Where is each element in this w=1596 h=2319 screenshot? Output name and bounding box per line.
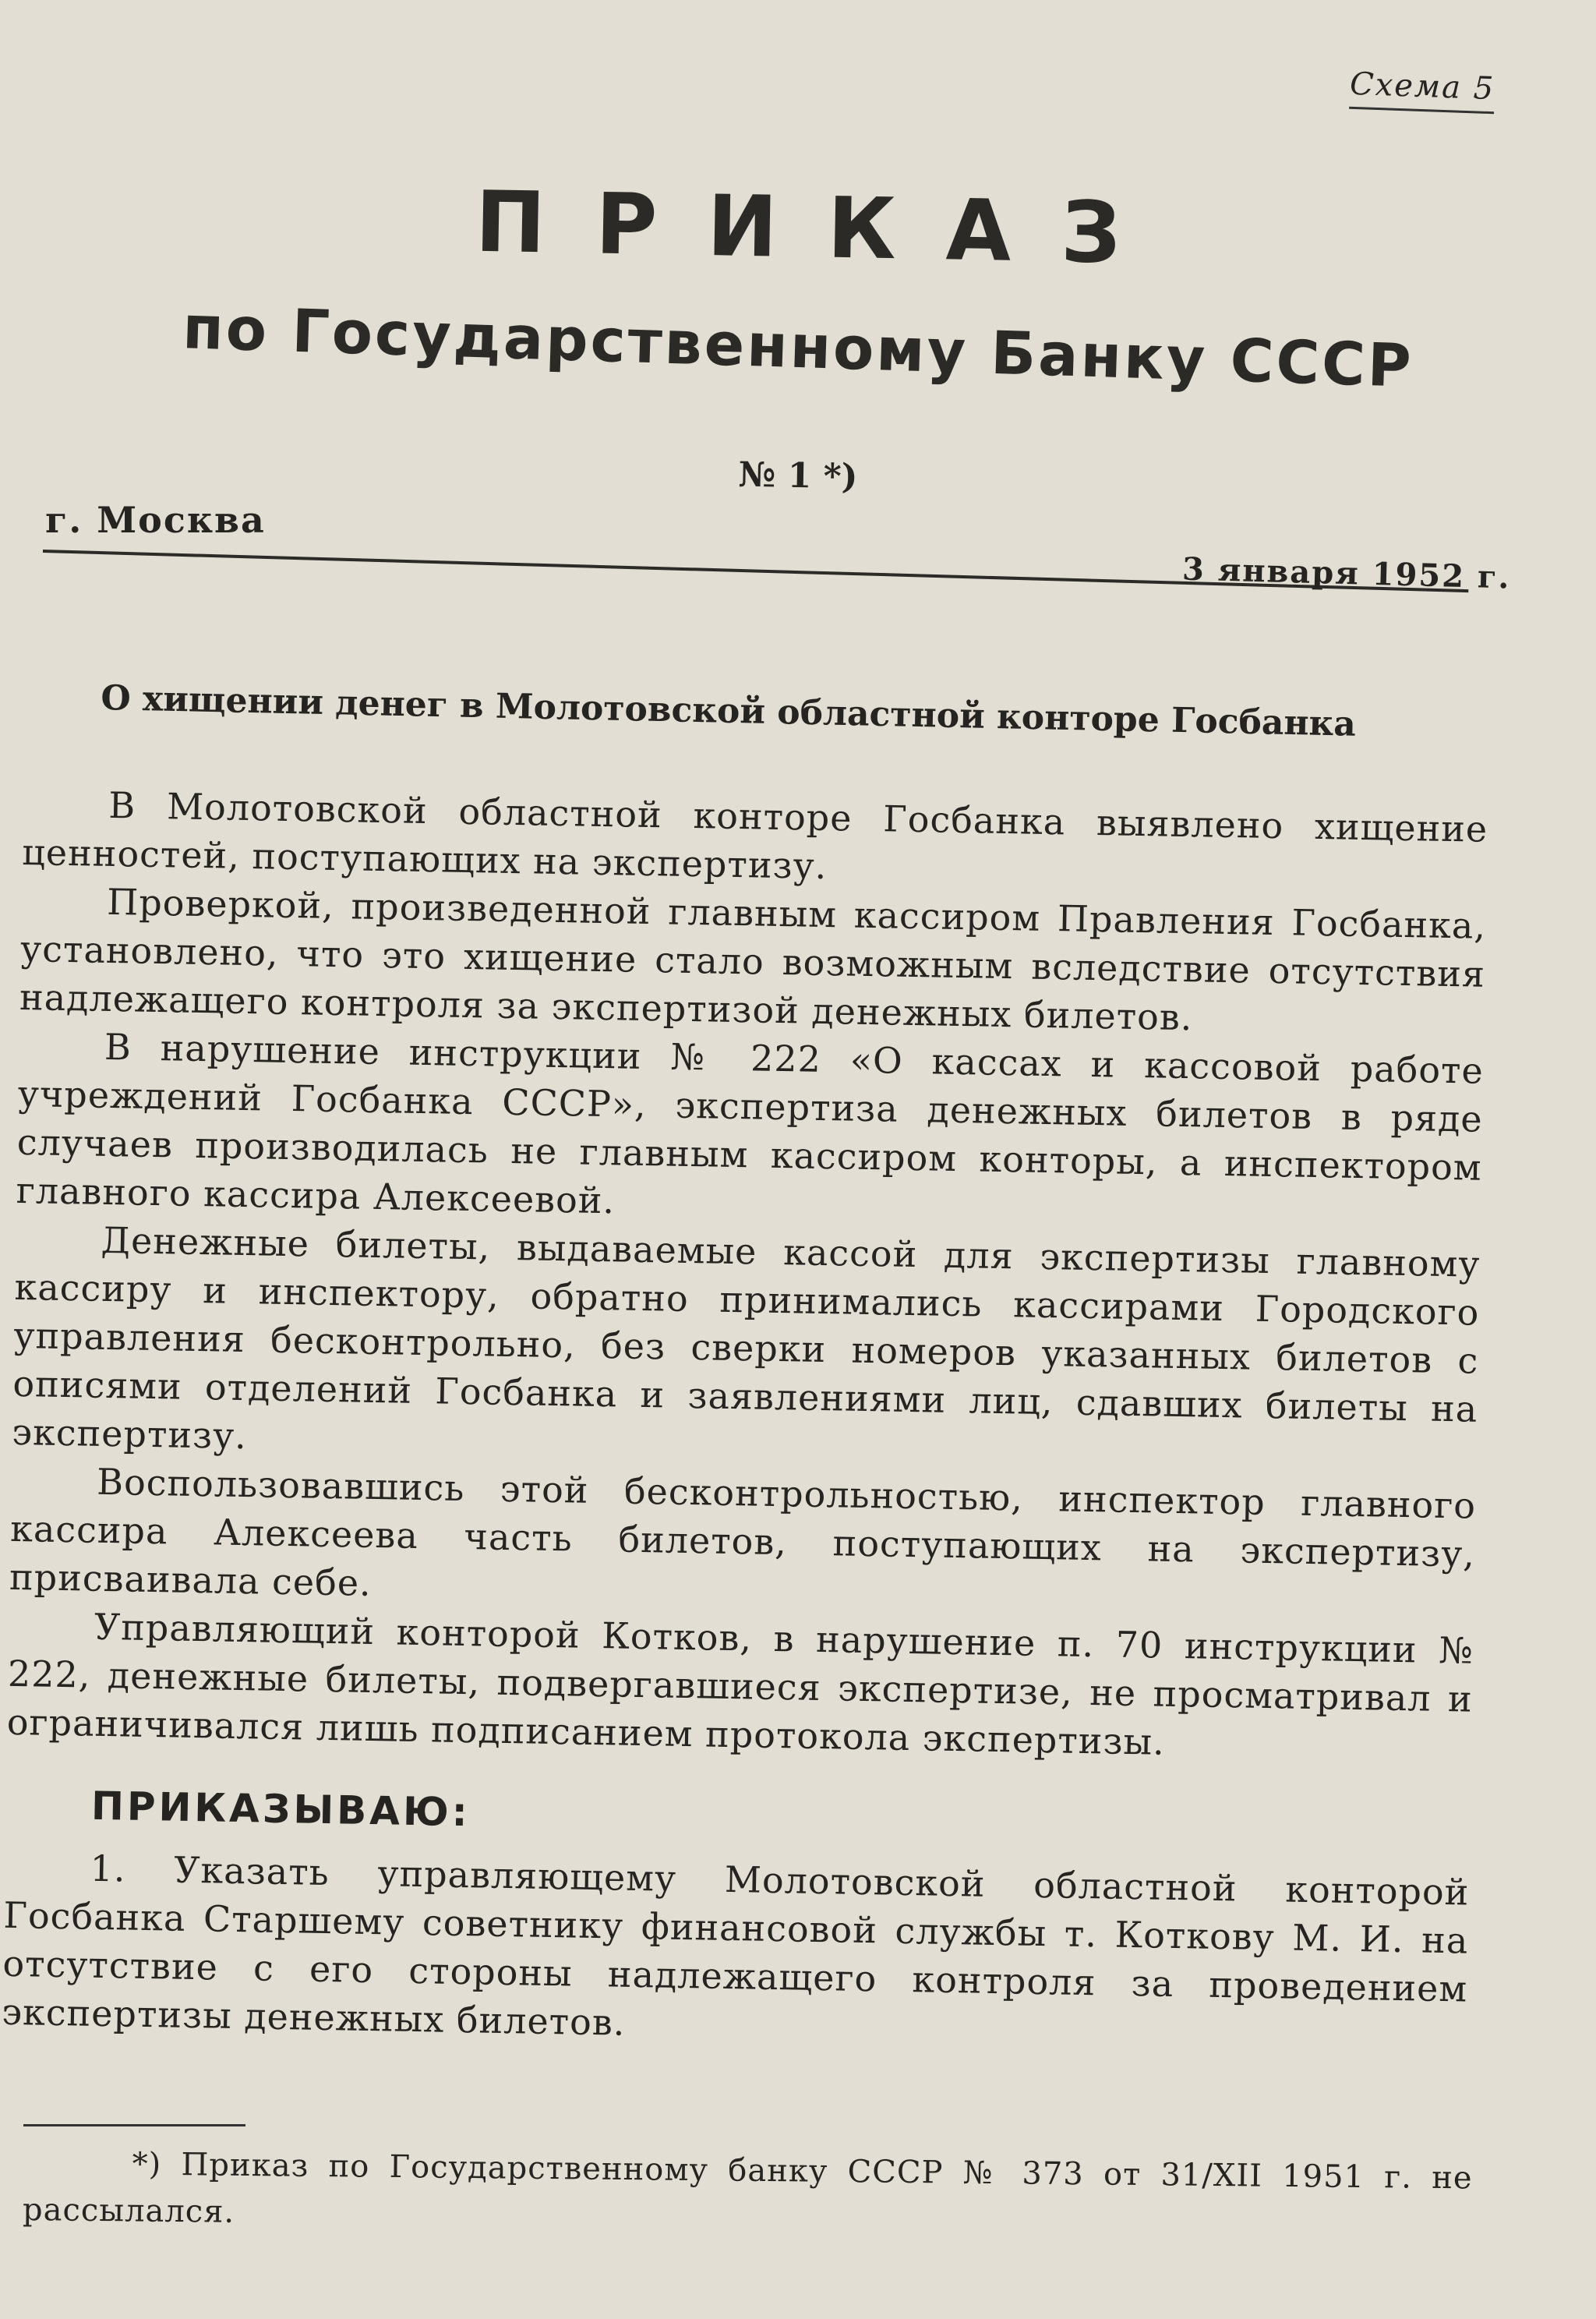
footnote-divider — [23, 2124, 245, 2126]
footnote-text: *) Приказ по Государственному банку СССР № 373 от 31/XII 1951 г. не рассылался. — [22, 2146, 1473, 2230]
order-number: № 1 *) — [738, 454, 858, 497]
order-heading: ПРИКАЗЫВАЮ: — [90, 1783, 471, 1836]
order-item: 1. Указать управляющему Молотовской областной конторой Госбанка Старшему советнику финансовой службы т. Коткову М. И. на отсутствие с его стороны надлежащего контроля за проведением экспертизы денежных билетов. — [1, 1847, 1470, 2044]
paragraph: Проверкой, произведенной главным кассиром Правления Госбанка, установлено, что это хищение стало возможным вследствие отсутствия надлежащего контроля за экспертизой денежных билетов. — [19, 880, 1487, 1039]
page-subtitle: по Государственному Банку СССР — [182, 292, 1414, 401]
order-date: 3 января 1952 г. — [1181, 550, 1511, 596]
footnote — [23, 2140, 1473, 2248]
city-label: г. Москва — [45, 499, 266, 541]
page-title: ПРИКАЗ — [474, 173, 1172, 284]
scheme-label: Схема 5 — [1349, 66, 1495, 114]
document-body — [2, 779, 1488, 2062]
paragraph: Воспользовавшись этой бесконтрольностью, инспектор главного кассира Алексеева часть билетов, поступающих на экспертизу, присваивала себе. — [9, 1460, 1477, 1604]
paragraph: В нарушение инструкции № 222 «О кассах и кассовой работе учреждений Госбанка СССР», экспертиза денежных билетов в ряде случаев производилась не главным кассиром конторы, а инспектором главного кассира Алексеевой. — [16, 1025, 1485, 1222]
paragraph: Управляющий конторой Котков, в нарушение п. 70 инструкции № 222, денежные билеты, подвергавшиеся экспертизе, не просматривал и ограничивался лишь подписанием протокола экспертизы. — [6, 1605, 1474, 1763]
section-heading: О хищении денег в Молотовской областной конторе Госбанка — [100, 678, 1357, 744]
paragraph: В Молотовской областной конторе Госбанка выявлено хищение ценностей, поступающих на экспертизу. — [21, 783, 1488, 888]
paragraph: Денежные билеты, выдаваемые кассой для экспертизы главному кассиру и инспектору, обратно принимались кассирами Городского управления бесконтрольно, без сверки номеров указанных билетов с описями отделений Госбанка и заявлениями лиц, сдавших билеты на экспертизу. — [11, 1218, 1481, 1458]
